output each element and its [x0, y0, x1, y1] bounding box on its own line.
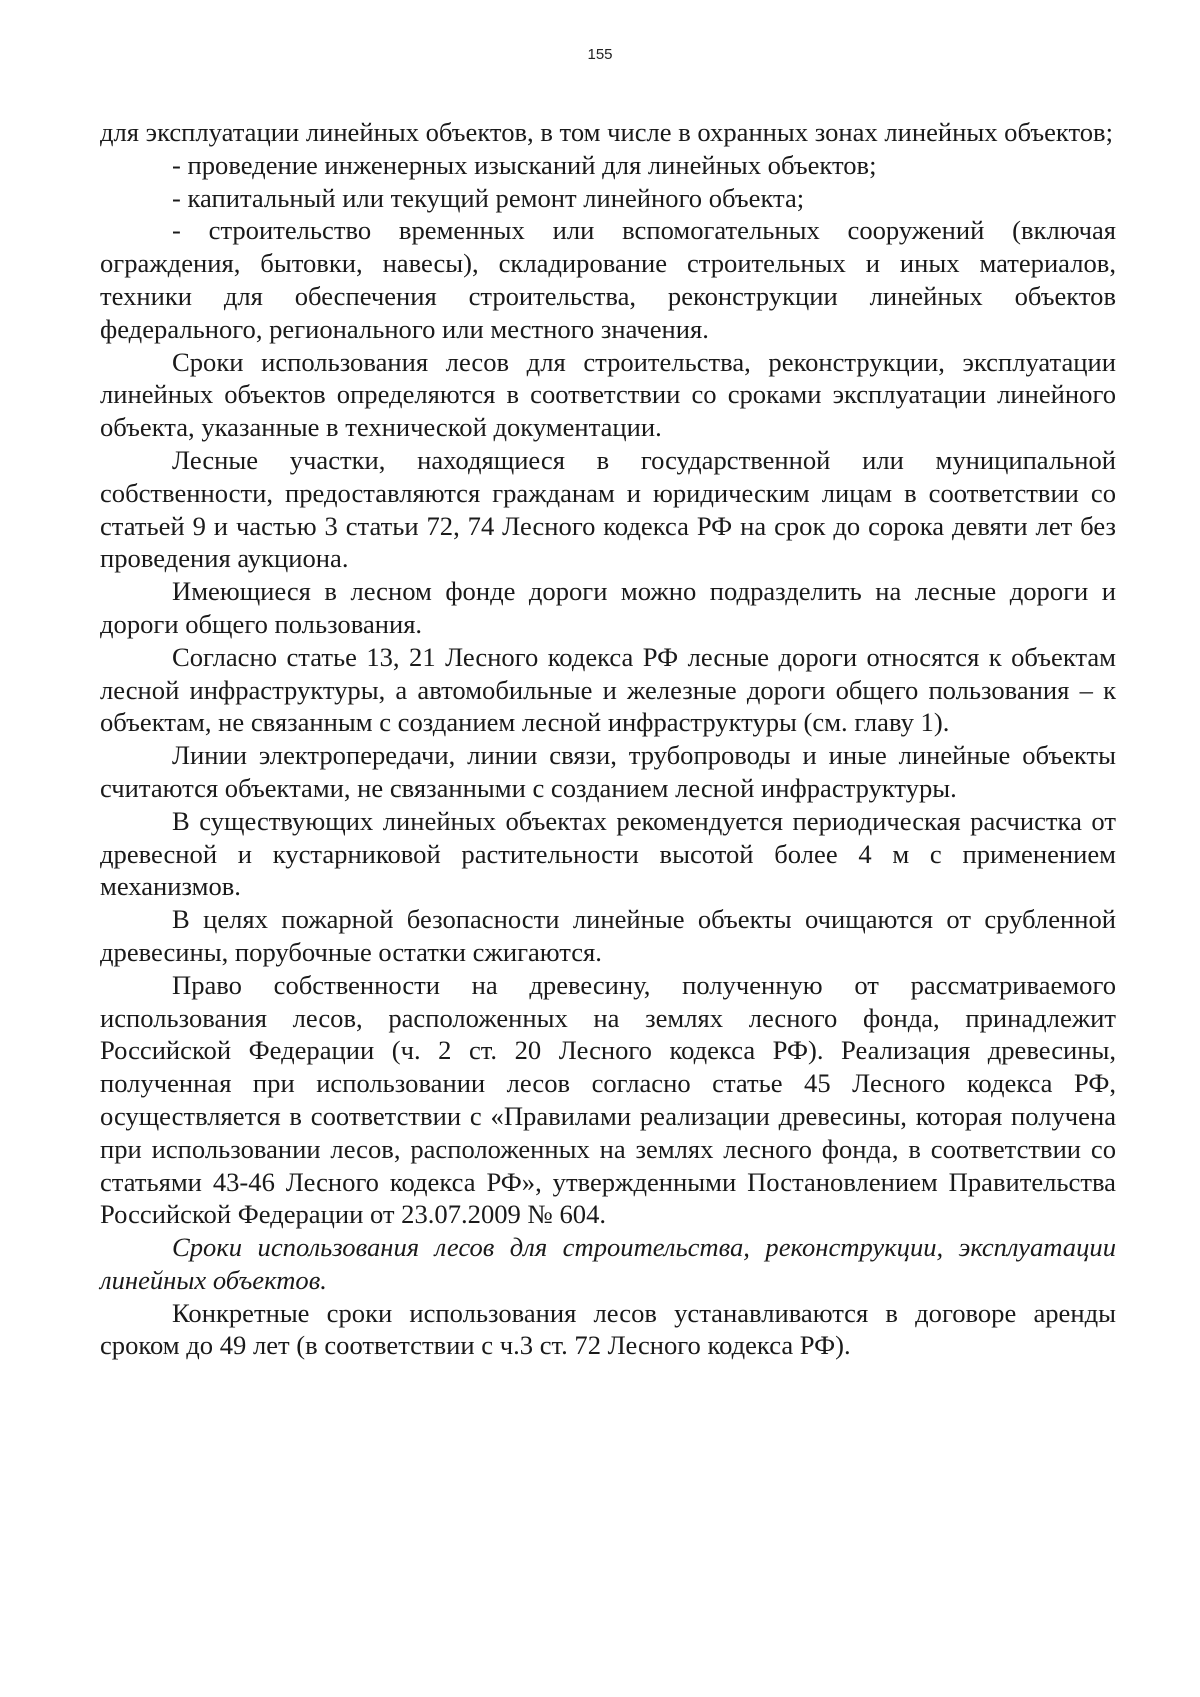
- paragraph-10: В существующих линейных объектах рекомендуется периодическая расчистка от древесной и кустарниковой растительности высотой более 4 м с применением механизмов.: [100, 805, 1116, 902]
- paragraph-1: для эксплуатации линейных объектов, в том числе в охранных зонах линейных объектов;: [100, 117, 1113, 147]
- paragraph-4: - строительство временных или вспомогательных сооружений (включая ограждения, бытовки, навесы), складирование строительных и иных материалов, техники для обеспечения строительства, реконструкции линейных объектов федерального, регионального или местного значения.: [100, 215, 1116, 344]
- paragraph-3: - капитальный или текущий ремонт линейного объекта;: [172, 182, 805, 213]
- paragraph-14: Конкретные сроки использования лесов устанавливаются в договоре аренды сроком до 49 лет (в соответствии с ч.3 ст. 72 Лесного кодекса РФ).: [100, 1297, 1116, 1361]
- paragraph-7: Имеющиеся в лесном фонде дороги можно подразделить на лесные дороги и дороги общего пользования.: [100, 576, 1116, 639]
- paragraph-11: В целях пожарной безопасности линейные объекты очищаются от срубленной древесины, порубочные остатки сжигаются.: [100, 904, 1116, 967]
- paragraph-8: Согласно статье 13, 21 Лесного кодекса РФ лесные дороги относятся к объектам лесной инфраструктуры, а автомобильные и железные дороги общего пользования – к объектам, не связанным с созданием лесной инфраструктуры (см. главу 1).: [100, 641, 1116, 738]
- paragraph-6: Лесные участки, находящиеся в государственной или муниципальной собственности, предоставляются гражданам и юридическим лицам в соответствии со статьей 9 и частью 3 статьи 72, 74 Лесного кодекса РФ на срок до сорока девяти лет без проведения аукциона.: [100, 444, 1116, 574]
- document-body: [100, 116, 1116, 1362]
- paragraph-13-italic-heading: Сроки использования лесов для строительства, реконструкции, эксплуатации линейных объектов.: [100, 1232, 1116, 1295]
- paragraph-12: Право собственности на древесину, полученную от рассматриваемого использования лесов, расположенных на землях лесного фонда, принадлежит Российской Федерации (ч. 2 ст. 20 Лесного кодекса РФ). Реализация древесины, полученная при использовании лесов согласно статье 45 Лесного кодекса РФ, осуществляется в соответствии с «Правилами реализации древесины, которая получена при использовании лесов, расположенных на землях лесного фонда, в соответствии со статьями 43-46 Лесного кодекса РФ», утвержденными Постановлением Правительства Российской Федерации от 23.07.2009 № 604.: [100, 969, 1116, 1230]
- paragraph-9: Линии электропередачи, линии связи, трубопроводы и иные линейные объекты считаются объектами, не связанными с созданием лесной инфраструктуры.: [100, 740, 1116, 803]
- paragraph-5: Сроки использования лесов для строительства, реконструкции, эксплуатации линейных объектов определяются в соответствии со сроками эксплуатации линейного объекта, указанные в технической документации.: [100, 346, 1116, 443]
- page-number: 155: [587, 46, 613, 63]
- paragraph-2: - проведение инженерных изысканий для линейных объектов;: [172, 149, 877, 180]
